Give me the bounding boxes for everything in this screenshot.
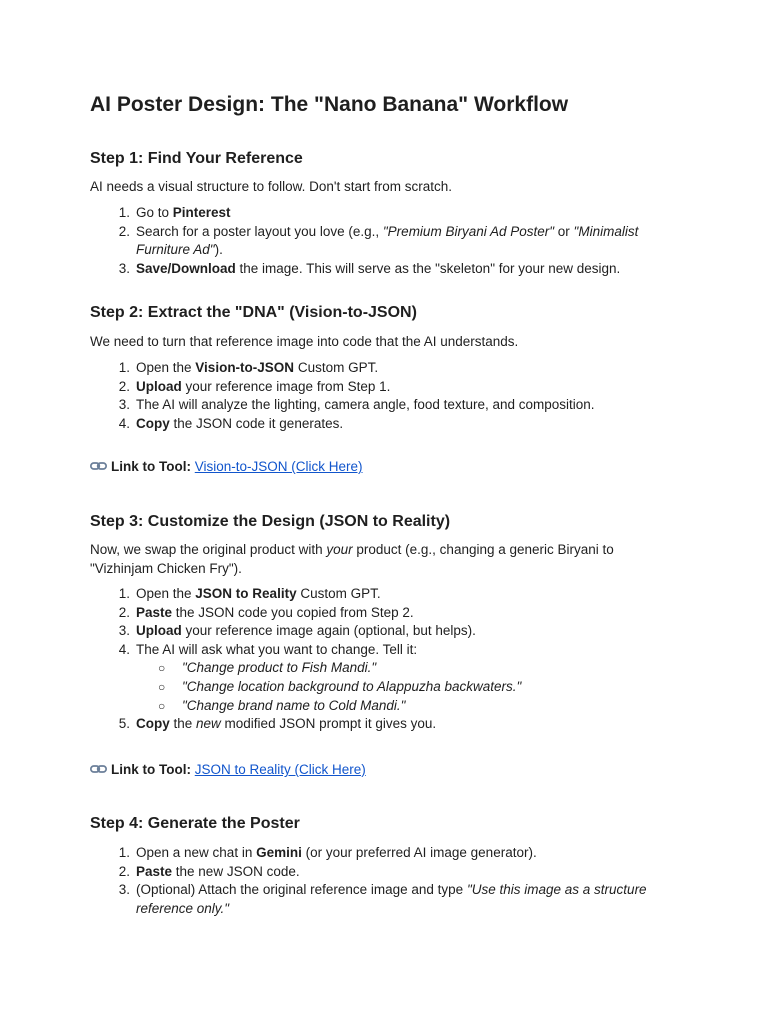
step2-list [90,359,680,433]
step2-heading: Step 2: Extract the "DNA" (Vision-to-JSON) [90,304,417,321]
hollow-bullet-icon: ○ [158,679,166,694]
vision-to-json-link[interactable]: Vision-to-JSON (Click Here) [194,459,363,474]
link-chain-icon [90,763,107,775]
link-label: Link to Tool: [111,459,191,474]
step1-heading: Step 1: Find Your Reference [90,150,303,167]
step1-intro: AI needs a visual structure to follow. Don't start from scratch. [90,179,452,194]
step3-list [90,585,680,734]
list-item: 3. (Optional) Attach the original reference image and type "Use this image as a structure reference only." [118,882,647,916]
step3-intro: Now, we swap the original product with your product (e.g., changing a generic Biryani to "Vizhinjam Chicken Fry"). [90,542,614,576]
sub-list-item: ○ "Change brand name to Cold Mandi." [136,697,680,716]
list-item: 1. Open the Vision-to-JSON Custom GPT. [118,360,379,375]
list-item: 1. Go to Pinterest [118,205,231,220]
step2-intro: We need to turn that reference image into code that the AI understands. [90,334,519,349]
list-item: 2. Search for a poster layout you love (e.g., "Premium Biryani Ad Poster" or "Minimalist Furniture Ad"). [118,223,639,258]
list-item: 1. Open the JSON to Reality Custom GPT. [118,586,381,601]
list-item: 1. Open a new chat in Gemini (or your preferred AI image generator). [118,845,537,860]
step2-tool-link-line [90,457,363,476]
list-item: 3. Save/Download the image. This will serve as the "skeleton" for your new design. [118,260,621,276]
step4-list [90,844,680,918]
hollow-bullet-icon: ○ [158,661,166,676]
list-item: 2. Paste the JSON code you copied from Step 2. [118,604,414,620]
list-item: 5. Copy the new modified JSON prompt it gives you. [118,716,437,732]
list-item: 4. Copy the JSON code it generates. [118,415,344,431]
document-title: AI Poster Design: The "Nano Banana" Workflow [90,93,569,116]
link-chain-icon [90,460,107,472]
sub-list-item: ○ "Change product to Fish Mandi." [136,659,680,678]
list-item: 3. The AI will analyze the lighting, camera angle, food texture, and composition. [118,397,595,413]
link-label: Link to Tool: [111,762,191,777]
list-item: 2. Paste the new JSON code. [118,863,300,879]
step3-tool-link-line [90,760,366,779]
hollow-bullet-icon: ○ [158,698,166,713]
list-item: 4. The AI will ask what you want to change. Tell it: ○ "Change product to Fish Mandi." ○ "Change location background to Alappuzha backwaters." ○ "Change brand name to Cold Mandi." [90,641,680,715]
step1-list [90,204,680,278]
sub-list-item: ○ "Change location background to Alappuzha backwaters." [136,678,680,697]
json-to-reality-link[interactable]: JSON to Reality (Click Here) [194,762,366,777]
step4-heading: Step 4: Generate the Poster [90,815,300,832]
step3-heading: Step 3: Customize the Design (JSON to Reality) [90,513,451,530]
change-instructions-list [136,659,680,715]
list-item: 2. Upload your reference image from Step 1. [118,378,391,394]
list-item: 3. Upload your reference image again (optional, but helps). [118,623,476,639]
